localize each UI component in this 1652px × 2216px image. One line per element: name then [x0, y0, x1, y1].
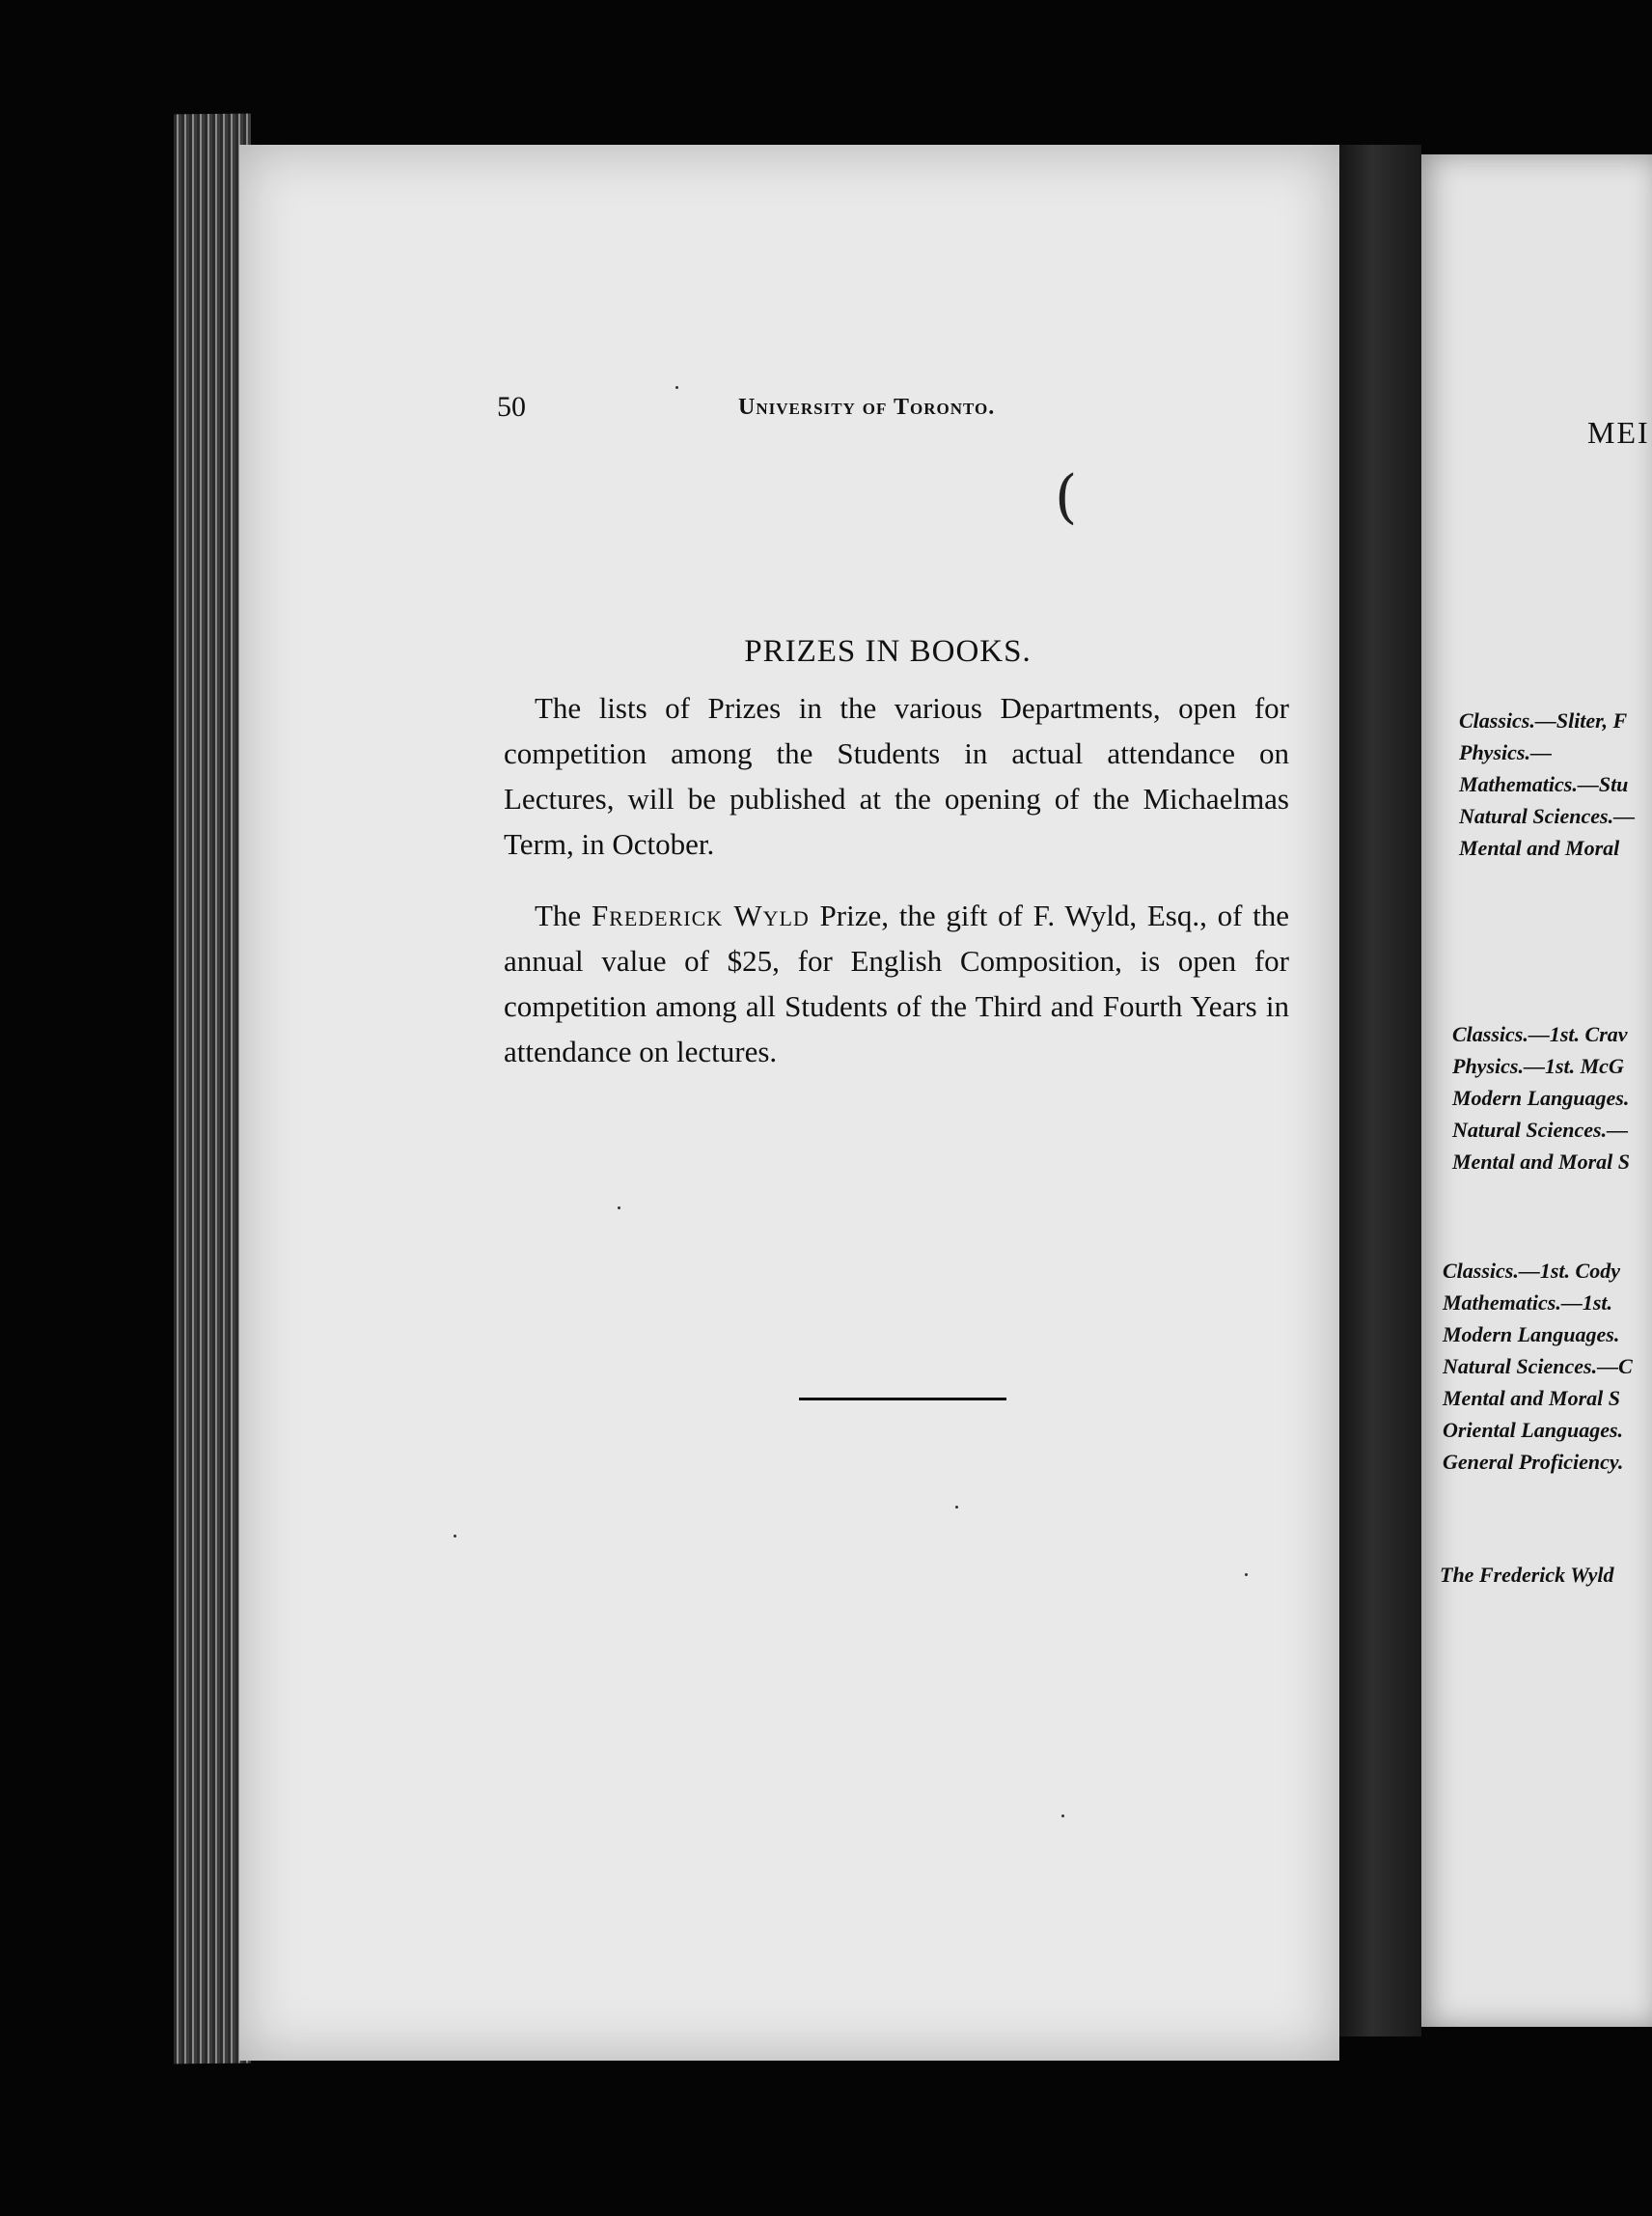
bracket-mark: (	[1055, 463, 1078, 531]
running-head-title: University of Toronto.	[738, 395, 996, 420]
right-page-heading: MEI	[1587, 415, 1650, 450]
list-item: The Frederick Wyld	[1440, 1563, 1614, 1587]
paper-speck	[618, 1206, 620, 1209]
paragraph-prize-lists: The lists of Prizes in the various Departments, open for competition among the Students in actual attendance on Lectures, will be published at the opening of the Michaelmas Term, in October.	[504, 691, 1289, 861]
paragraph-lead: The	[535, 899, 592, 932]
prize-name: Frederick Wyld	[591, 899, 810, 932]
list-item: Mental and Moral S	[1452, 1150, 1630, 1174]
list-item: Mental and Moral S	[1443, 1386, 1620, 1410]
list-item: Classics.—1st. Crav	[1452, 1022, 1628, 1046]
list-item: Physics.—1st. McG	[1452, 1054, 1624, 1078]
list-item: Modern Languages.	[1452, 1086, 1630, 1110]
right-list-group-3	[1443, 1255, 1652, 1478]
left-page	[239, 145, 1339, 2061]
list-item: Modern Languages.	[1443, 1322, 1620, 1346]
section-rule	[799, 1398, 1006, 1400]
list-item: Physics.—	[1459, 740, 1552, 764]
book-gutter	[1339, 145, 1421, 2036]
list-item: Natural Sciences.—C	[1443, 1354, 1633, 1378]
paper-speck	[1245, 1573, 1248, 1576]
right-list-group-1	[1459, 705, 1652, 864]
paper-speck	[675, 386, 678, 389]
list-item: General Proficiency.	[1443, 1450, 1624, 1474]
list-item: Mental and Moral	[1459, 836, 1620, 860]
paper-speck	[454, 1535, 456, 1537]
right-list-group-4	[1440, 1559, 1652, 1591]
running-head	[497, 391, 1047, 429]
list-item: Mathematics.—Stu	[1459, 772, 1629, 796]
paragraph-frederick-wyld-prize	[504, 893, 1289, 1074]
list-item: Natural Sciences.—	[1452, 1118, 1629, 1142]
list-item: Classics.—Sliter, F	[1459, 708, 1628, 733]
list-item: Mathematics.—1st.	[1443, 1290, 1613, 1315]
page-number: 50	[497, 391, 526, 423]
list-item: Oriental Languages.	[1443, 1418, 1624, 1442]
section-title: PRIZES IN BOOKS.	[744, 634, 1032, 669]
paper-speck	[1061, 1814, 1064, 1817]
list-item: Classics.—1st. Cody	[1443, 1259, 1620, 1283]
list-item: Natural Sciences.—	[1459, 804, 1636, 828]
right-list-group-2	[1452, 1018, 1652, 1177]
paragraph-body: Prize, the gift of F. Wyld, Esq., of the annual value of $25, for English Composition, is open for competition among all Students of the Third and Fourth Years in attendance on lectures.	[504, 899, 1290, 1068]
paper-speck	[955, 1506, 958, 1509]
